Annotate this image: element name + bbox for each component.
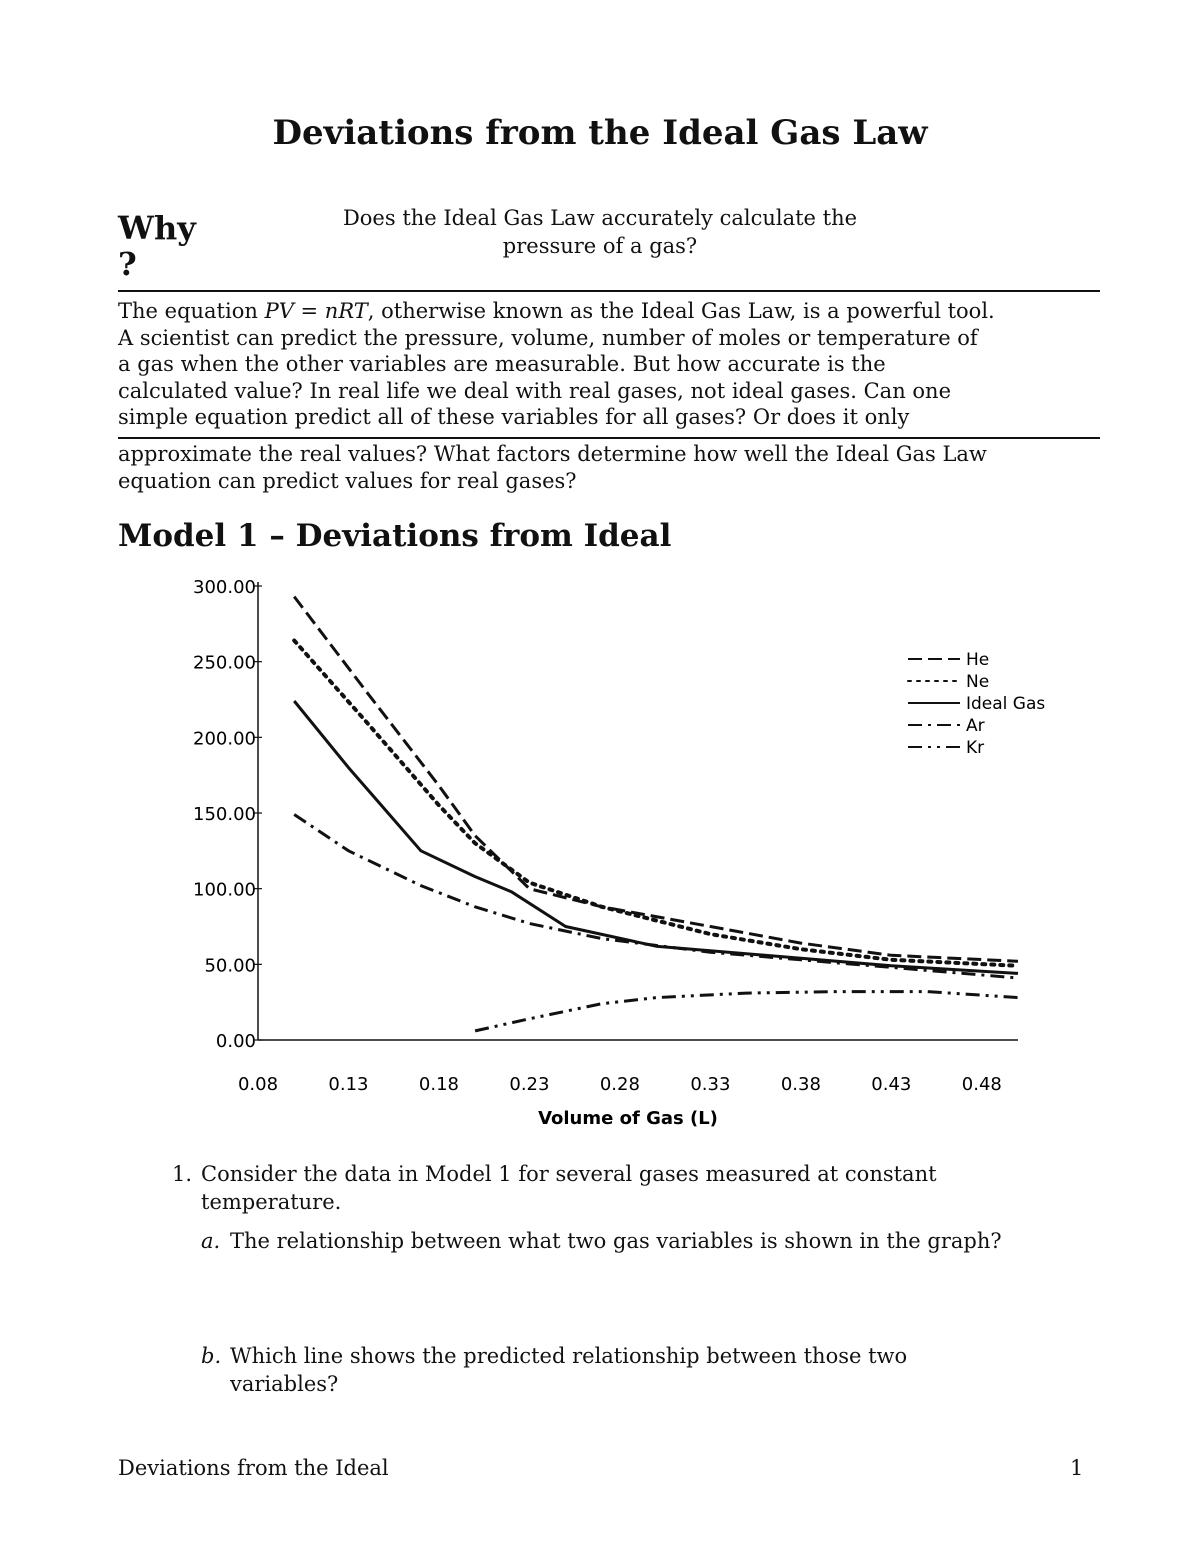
page-number: 1 bbox=[1070, 1456, 1084, 1480]
x-tick-label: 0.18 bbox=[418, 1074, 459, 1095]
x-axis-label: Volume of Gas (L) bbox=[538, 1108, 718, 1129]
legend-entry-he: He bbox=[966, 650, 990, 670]
series-line-ar bbox=[294, 815, 1018, 979]
deviation-chart bbox=[150, 570, 1050, 1144]
intro-line-5: simple equation predict all of these variables for all gases? Or does it only bbox=[118, 405, 910, 429]
legend-entry-ne: Ne bbox=[966, 672, 990, 692]
intro-line-4: calculated value? In real life we deal with real gases, not ideal gases. Can one bbox=[118, 378, 951, 403]
x-tick-label: 0.38 bbox=[780, 1074, 821, 1095]
intro-line-1-rest: , otherwise known as the Ideal Gas Law, is a powerful tool. bbox=[367, 299, 995, 323]
intro-line-1 bbox=[118, 298, 1108, 325]
x-tick-label: 0.08 bbox=[237, 1074, 279, 1095]
series-line-ideal-gas bbox=[294, 701, 1018, 973]
y-tick-label: 100.00 bbox=[193, 879, 256, 901]
chart-series bbox=[294, 597, 1018, 1031]
x-tick-label: 0.48 bbox=[961, 1074, 1002, 1095]
intro-paragraph-top bbox=[118, 298, 1108, 431]
series-line-kr bbox=[475, 992, 1018, 1031]
question-b-line-1: Which line shows the predicted relationship between those two bbox=[230, 1344, 908, 1368]
x-tick-label: 0.13 bbox=[328, 1074, 369, 1095]
question-a-text: The relationship between what two gas variables is shown in the graph? bbox=[230, 1229, 1002, 1253]
intro-paragraph-bottom bbox=[118, 441, 1108, 494]
intro-line-6: approximate the real values? What factors determine how well the Ideal Gas Law bbox=[118, 442, 987, 466]
why-label: Why bbox=[118, 209, 196, 247]
x-tick-label: 0.43 bbox=[871, 1074, 912, 1095]
ideal-gas-equation: PV = nRT bbox=[264, 299, 368, 323]
intro-line-2: A scientist can predict the pressure, volume, number of moles or temperature of bbox=[118, 325, 978, 350]
y-tick-label: 250.00 bbox=[193, 652, 256, 674]
x-tick-label: 0.28 bbox=[599, 1074, 640, 1095]
question-1-line-1: Consider the data in Model 1 for several gases measured at constant bbox=[201, 1162, 937, 1186]
question-1-number: 1. bbox=[172, 1162, 193, 1186]
question-a-label: a. bbox=[201, 1229, 221, 1253]
question-1-text bbox=[201, 1160, 1101, 1216]
intro-line-3: a gas when the other variables are measurable. But how accurate is the bbox=[118, 352, 886, 376]
chart-legend bbox=[908, 650, 1045, 758]
guiding-question: Does the Ideal Gas Law accurately calculate the pressure of a gas? bbox=[342, 206, 858, 258]
series-line-he bbox=[294, 597, 1018, 962]
y-tick-label: 300.00 bbox=[193, 577, 256, 598]
legend-entry-ar: Ar bbox=[966, 716, 985, 736]
y-tick-label: 50.00 bbox=[204, 955, 256, 977]
x-tick-label: 0.23 bbox=[509, 1074, 550, 1095]
model-heading: Model 1 – Deviations from Ideal bbox=[118, 518, 672, 554]
question-b-text bbox=[230, 1342, 1110, 1398]
y-tick-label: 0.00 bbox=[215, 1031, 256, 1052]
question-b-label: b. bbox=[201, 1344, 222, 1368]
x-tick-label: 0.33 bbox=[690, 1074, 731, 1095]
footer-title: Deviations from the Ideal bbox=[118, 1456, 389, 1480]
legend-entry-ideal-gas: Ideal Gas bbox=[966, 694, 1046, 714]
page-title: Deviations from the Ideal Gas Law bbox=[272, 113, 928, 153]
why-mark: ? bbox=[118, 245, 137, 283]
top-divider bbox=[118, 290, 1100, 292]
legend-entry-kr: Kr bbox=[966, 738, 985, 758]
chart-axes bbox=[193, 577, 1018, 1129]
y-tick-label: 150.00 bbox=[193, 804, 256, 825]
question-b-line-2: variables? bbox=[230, 1372, 339, 1396]
intro-line-7: equation can predict values for real gases? bbox=[118, 468, 577, 493]
question-1-line-2: temperature. bbox=[201, 1190, 342, 1214]
chart-svg bbox=[150, 570, 1050, 1140]
middle-divider bbox=[118, 437, 1100, 439]
intro-lead: The equation bbox=[118, 299, 265, 323]
y-tick-label: 200.00 bbox=[193, 728, 256, 750]
why-heading bbox=[118, 210, 218, 282]
